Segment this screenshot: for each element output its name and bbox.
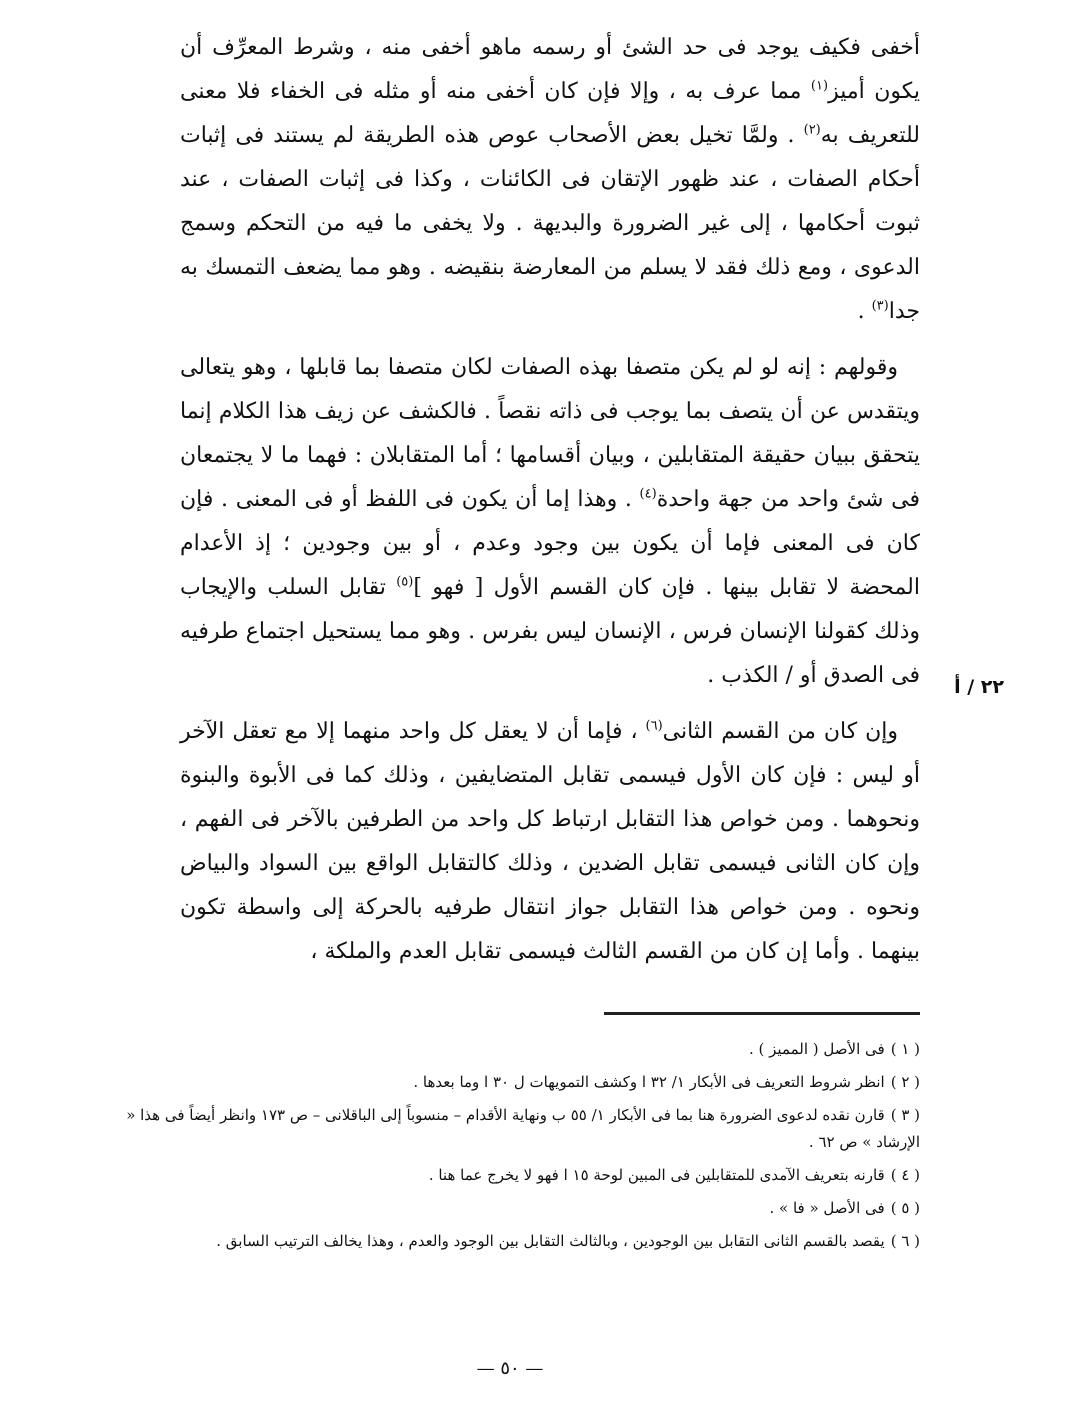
footnote-number: ( ٤ ) (890, 1166, 920, 1184)
footnote-number: ( ٣ ) (890, 1106, 920, 1124)
footnote-marker: (٣) (871, 298, 889, 314)
footnote-text: انظر شروط التعريف فى الأبكار ١/ ٣٢ ا وكشف التمويهات ل ٣٠ ا وما بعدها . (413, 1073, 885, 1091)
text-run: . ولمَّا تخيل بعض الأصحاب عوص هذه الطريقة لم يستند فى إثبات أحكام الصفات ، عند ظهور الإتقان فى الكائنات ، وكذا فى إثبات الصفات ، عند ثبوت أحكامها ، إلى غير الضرورة والبديهة . ولا يخفى ما فيه من التحكم وسمج الدعوى ، ومع ذلك فقد لا يسلم من المعارضة بنقيضه . وهو مما يضعف التمسك به جدا (180, 123, 920, 324)
text-run: . وهذا إما أن يكون فى اللفظ أو فى المعنى . فإن كان فى المعنى فإما أن يكون بين وجود وعدم ، أو بين وجودين ؛ إذ الأعدام المحضة لا تقابل بينها . فإن كان القسم الأول [ فهو ] (180, 487, 920, 600)
footnote-number: ( ٦ ) (890, 1232, 920, 1250)
footnote (92, 1036, 920, 1063)
text-run: أخفى فكيف يوجد فى حد الشئ أو رسمه ماهو أخفى منه ، وشرط المعرِّف أن يكون أميز (180, 35, 920, 104)
footnote-text: فى الأصل ( المميز ) . (748, 1040, 885, 1058)
footnote-number: ( ٢ ) (890, 1073, 920, 1091)
paragraph (180, 710, 920, 974)
paragraph (180, 26, 920, 334)
footnotes (92, 1036, 920, 1261)
footnote (92, 1162, 920, 1189)
manuscript-folio-reference: ٢٢ / أ (954, 676, 1004, 698)
footnote-marker: (٤) (639, 486, 657, 502)
footnote (92, 1069, 920, 1096)
footnote-divider (604, 1012, 920, 1015)
footnote-marker: (٢) (803, 122, 821, 138)
footnote-number: ( ٥ ) (890, 1199, 920, 1217)
footnote-number: ( ١ ) (890, 1040, 920, 1058)
text-run: . (857, 299, 872, 324)
footnote-marker: (٥) (396, 574, 414, 590)
footnote-marker: (١) (810, 78, 829, 94)
footnote-text: فى الأصل « فا » . (769, 1199, 885, 1217)
footnote (92, 1228, 920, 1255)
footnote-text: قارنه بتعريف الآمدى للمتقابلين فى المبين لوحة ١٥ ا فهو لا يخرج عما هنا . (428, 1166, 885, 1184)
text-run: وإن كان من القسم الثانى (662, 719, 898, 744)
text-run: وقولهم : إنه لو لم يكن متصفا بهذه الصفات لكان متصفا بما قابلها ، وهو يتعالى ويتقدس عن أن يتصف بما يوجب فى ذاته نقصاً . فالكشف عن زيف هذا الكلام إنما يتحقق ببيان حقيقة المتقابلين ، وبيان أقسامها ؛ أما المتقابلان : فهما ما لا يجتمعان فى شئ واحد من جهة واحدة (180, 355, 920, 512)
text-run: تقابل السلب والإيجاب وذلك كقولنا الإنسان فرس ، الإنسان ليس بفرس . وهو مما يستحيل اجتماع طرفيه فى الصدق أو / الكذب . (180, 575, 920, 688)
text-run: مما عرف به ، وإلا فإن كان أخفى منه أو مثله فى الخفاء فلا معنى للتعريف به (180, 79, 921, 148)
main-text (180, 26, 920, 974)
text-run: ، فإما أن لا يعقل كل واحد منهما إلا مع تعقل الآخر أو ليس : فإن كان الأول فيسمى تقابل المتضايفين ، وذلك كما فى الأبوة والبنوة ونحوهما . ومن خواص هذا التقابل ارتباط كل واحد من الطرفين بالآخر فى الفهم ، وإن كان الثانى فيسمى تقابل الضدين ، وذلك كالتقابل الواقع بين السواد والبياض ونحوه . ومن خواص هذا التقابل جواز انتقال طرفيه بالحركة إلى واسطة تكون بينهما . وأما إن كان من القسم الثالث فيسمى تقابل العدم والملكة ، (180, 719, 920, 964)
footnote-marker: (٦) (645, 718, 663, 734)
footnote (92, 1102, 920, 1156)
footnote-text: قارن نقده لدعوى الضرورة هنا بما فى الأبكار ١/ ٥٥ ب ونهاية الأقدام – منسوباً إلى الباقلانى – ص ١٧٣ وانظر أيضاً فى هذا « الإرشاد » ص ٦٢ . (126, 1106, 920, 1151)
footnote-text: يقصد بالقسم الثانى التقابل بين الوجودين ، وبالثالث التقابل بين الوجود والعدم ، وهذا يخالف الترتيب السابق . (216, 1232, 885, 1250)
page-number: — ٥٠ — (476, 1358, 544, 1379)
paragraph (180, 346, 920, 698)
footnote (92, 1195, 920, 1222)
